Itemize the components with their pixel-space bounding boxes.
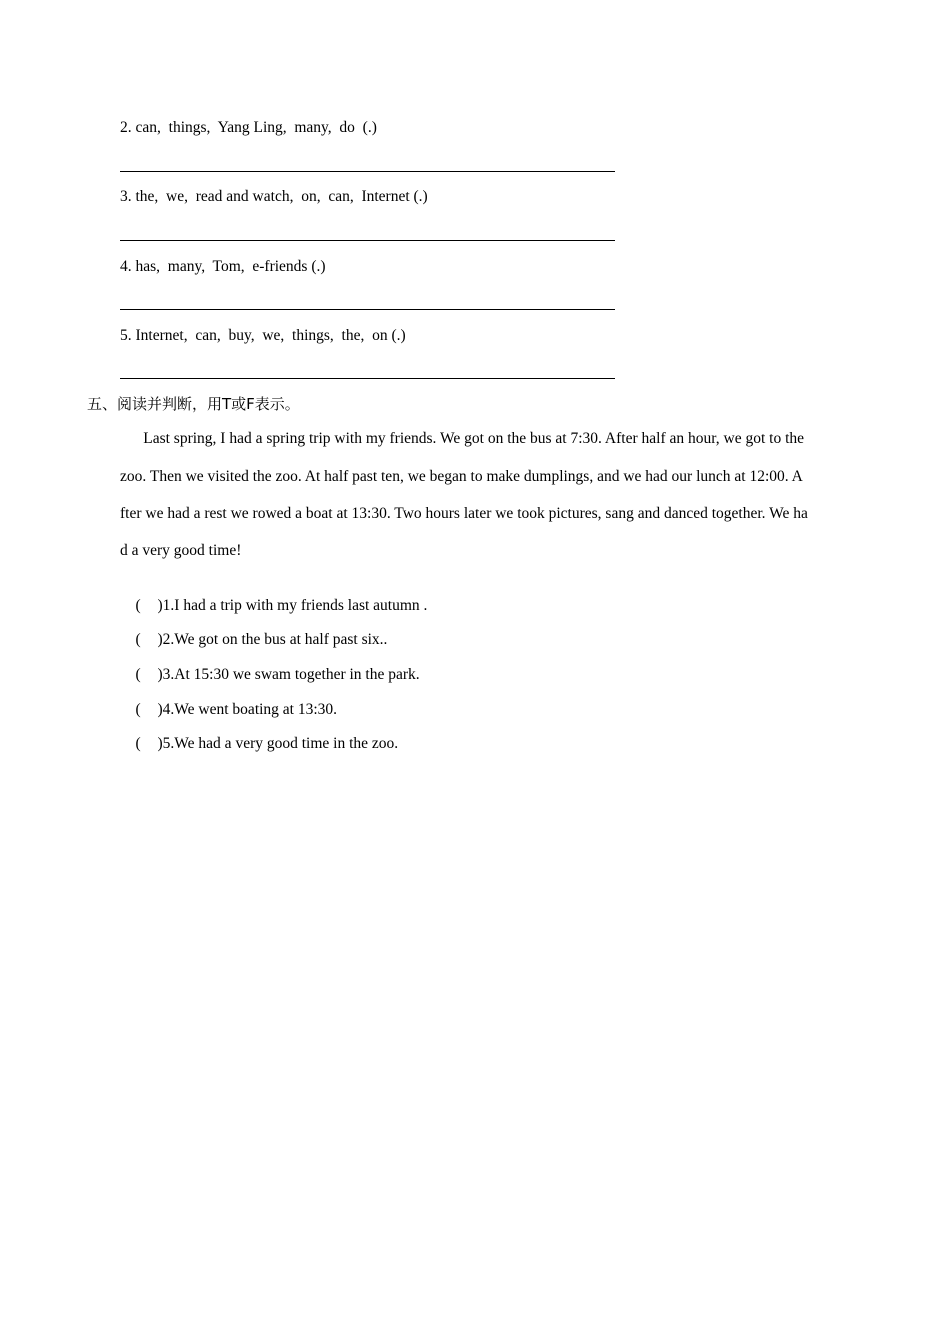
- tf-statement: )3.At 15:30 we swam together in the park.: [157, 666, 420, 683]
- tf-item-5[interactable]: [120, 714, 398, 774]
- passage-line: d a very good time!: [120, 542, 242, 559]
- answer-blank[interactable]: (: [135, 631, 141, 648]
- answer-blank[interactable]: (: [135, 597, 141, 614]
- answer-blank[interactable]: (: [135, 735, 141, 752]
- reorder-question-3: 3. the, we, read and watch, on, can, Internet (.): [120, 188, 428, 205]
- tf-statement: )1.I had a trip with my friends last autumn .: [157, 597, 428, 614]
- reorder-question-2: 2. can, things, Yang Ling, many, do (.): [120, 119, 377, 136]
- passage-line: fter we had a rest we rowed a boat at 13:30. Two hours later we took pictures, sang and danced together. We ha: [120, 505, 808, 522]
- answer-line-2[interactable]: [120, 171, 615, 172]
- tf-statement: )5.We had a very good time in the zoo.: [157, 735, 399, 752]
- answer-blank[interactable]: (: [135, 701, 141, 718]
- answer-line-4[interactable]: [120, 309, 615, 310]
- answer-line-5[interactable]: [120, 378, 615, 379]
- passage-line: Last spring, I had a spring trip with my friends. We got on the bus at 7:30. After half an hour, we got to the: [120, 430, 805, 447]
- passage-line: zoo. Then we visited the zoo. At half past ten, we began to make dumplings, and we had our lunch at 12:00. A: [120, 468, 803, 485]
- tf-statement: )4.We went boating at 13:30.: [157, 701, 338, 718]
- answer-line-3[interactable]: [120, 240, 615, 241]
- reorder-question-4: 4. has, many, Tom, e-friends (.): [120, 258, 326, 275]
- tf-statement: )2.We got on the bus at half past six..: [157, 631, 388, 648]
- reorder-question-5: 5. Internet, can, buy, we, things, the, on (.): [120, 327, 406, 344]
- answer-blank[interactable]: (: [135, 666, 141, 683]
- section-five-title: 五、阅读并判断，用T或F表示。: [87, 395, 300, 413]
